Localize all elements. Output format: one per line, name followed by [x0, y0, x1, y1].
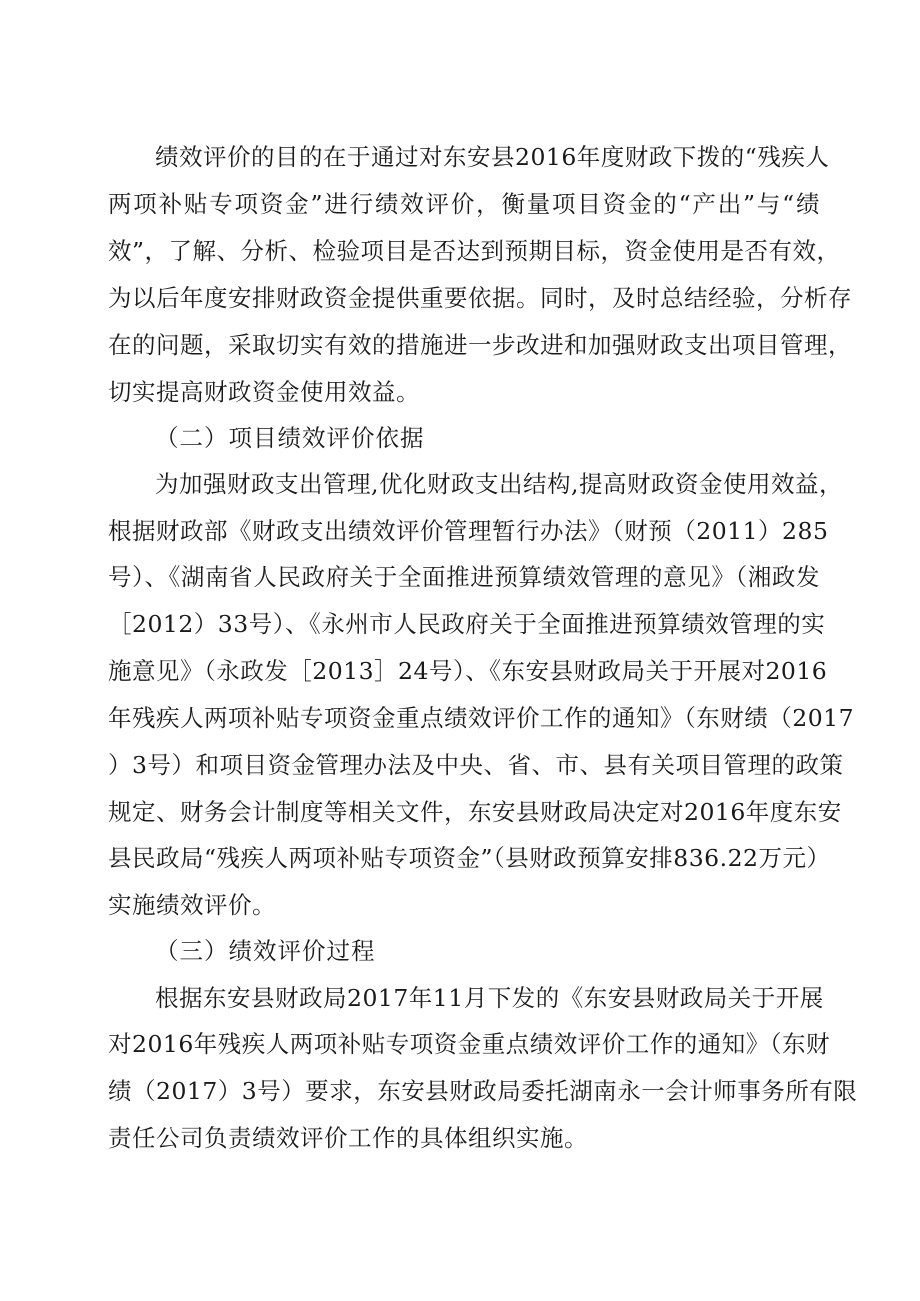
paragraph-1-line-6: 切实提高财政资金使用效益。 — [108, 378, 420, 406]
paragraph-1-line-2: 两项补贴专项资金”进行绩效评价，衡量项目资金的“产出”与“绩 — [108, 190, 820, 218]
paragraph-1-line-3: 效”，了解、分析、检验项目是否达到预期目标，资金使用是否有效， — [108, 237, 841, 265]
paragraph-3-line-4: 责任公司负责绩效评价工作的具体组织实施。 — [108, 1124, 588, 1152]
section-heading-evaluation-process: （三）绩效评价过程 — [155, 937, 376, 965]
paragraph-2-line-10: 实施绩效评价。 — [108, 891, 276, 919]
paragraph-3-line-2: 对2016年残疾人两项补贴专项资金重点绩效评价工作的通知》（东财 — [108, 1030, 831, 1058]
paragraph-2-line-6: 年残疾人两项补贴专项资金重点绩效评价工作的通知》（东财绩（2017 — [108, 704, 855, 732]
paragraph-3-line-1: 根据东安县财政局2017年11月下发的《东安县财政局关于开展 — [155, 984, 824, 1012]
paragraph-2-line-3: 号）、《湖南省人民政府关于全面推进预算绩效管理的意见》（湘政发 — [108, 563, 820, 591]
paragraph-3-line-3: 绩（2017）3号）要求，东安县财政局委托湖南永一会计师事务所有限 — [108, 1077, 858, 1105]
paragraph-1-line-1: 绩效评价的目的在于通过对东安县2016年度财政下拨的“残疾人 — [155, 143, 830, 171]
paragraph-1-line-5: 在的问题，采取切实有效的措施进一步改进和加强财政支出项目管理， — [108, 331, 852, 359]
paragraph-2-line-9: 县民政局“残疾人两项补贴专项资金”（县财政预算安排836.22万元） — [108, 844, 831, 872]
paragraph-2-line-8: 规定、财务会计制度等相关文件，东安县财政局决定对2016年度东安 — [108, 798, 842, 826]
paragraph-2-line-7: ）3号）和项目资金管理办法及中央、省、市、县有关项目管理的政策 — [108, 751, 844, 779]
paragraph-2-line-2: 根据财政部《财政支出绩效评价管理暂行办法》（财预（2011）285 — [108, 517, 829, 545]
paragraph-2-line-5: 施意见》（永政发［2013］24号）、《东安县财政局关于开展对2016 — [108, 657, 828, 685]
paragraph-2-line-1: 为加强财政支出管理,优化财政支出结构,提高财政资金使用效益， — [155, 470, 843, 498]
section-heading-evaluation-basis: （二）项目绩效评价依据 — [155, 424, 425, 452]
paragraph-1-line-4: 为以后年度安排财政资金提供重要依据。同时，及时总结经验，分析存 — [108, 284, 852, 312]
paragraph-2-line-4: ［2012）33号）、《永州市人民政府关于全面推进预算绩效管理的实 — [108, 610, 826, 638]
